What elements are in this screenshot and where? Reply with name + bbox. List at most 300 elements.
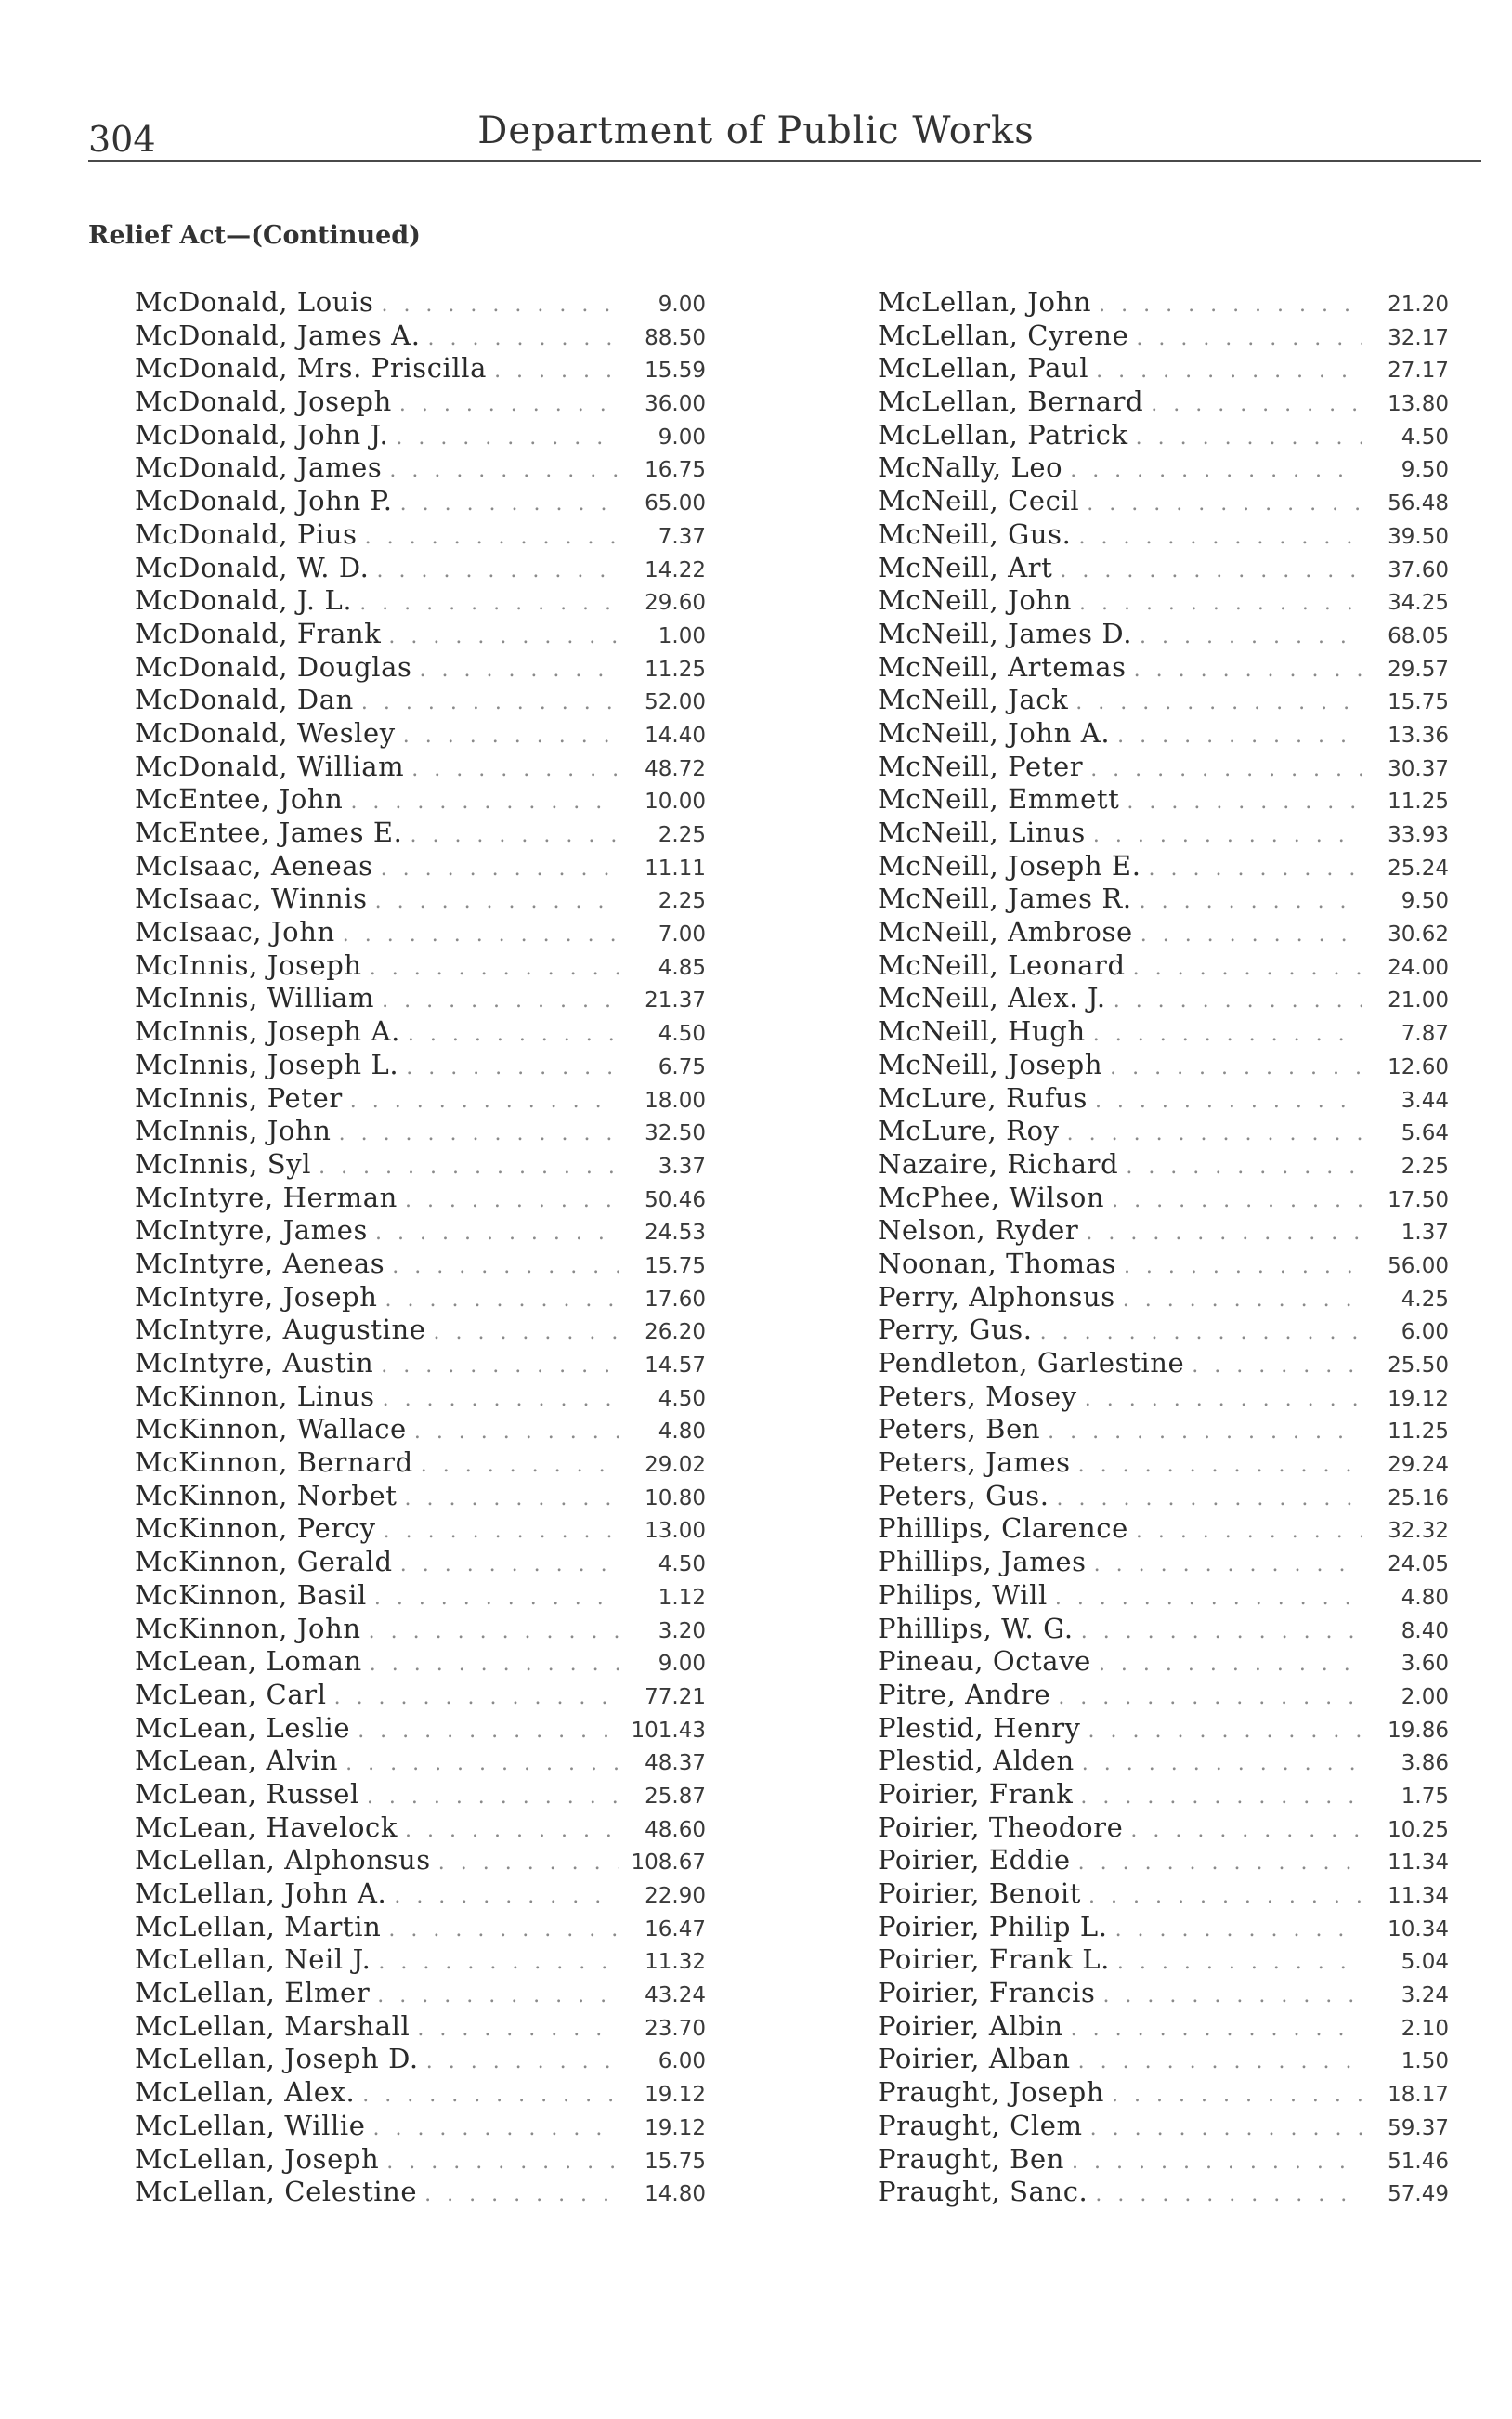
payee-name: McEntee, James E. — [135, 817, 403, 848]
list-item — [878, 1911, 1449, 1944]
amount: 16.75 — [645, 458, 706, 483]
payee-name: Poirier, Theodore — [878, 1811, 1124, 1843]
dot-leader — [406, 1052, 619, 1085]
payee-name: McDonald, Wesley — [135, 716, 396, 749]
list-item — [878, 1115, 1449, 1148]
payee-name: McKinnon, Basil — [135, 1578, 367, 1611]
payee-name: McLellan, Willie — [135, 2109, 366, 2141]
list-item — [878, 651, 1449, 685]
payee-name: McLure, Roy — [878, 1115, 1060, 1147]
amount: 29.57 — [1388, 657, 1449, 682]
amount: 56.00 — [1388, 1253, 1449, 1278]
amount: 21.37 — [645, 988, 706, 1013]
dot-leader — [424, 2178, 619, 2212]
dot-leader — [375, 1217, 619, 1250]
list-item — [878, 751, 1449, 784]
payee-name: McLellan, Paul — [878, 352, 1089, 385]
amount: 26.20 — [645, 1320, 706, 1345]
amount: 1.50 — [1401, 2049, 1449, 2074]
dot-leader — [1126, 1151, 1362, 1184]
dot-leader — [1136, 1515, 1362, 1549]
list-item — [878, 1877, 1449, 1911]
amount: 88.50 — [645, 325, 706, 350]
list-item — [878, 883, 1449, 916]
dot-leader — [375, 885, 619, 919]
payee-name: McLellan, Cyrene — [878, 319, 1129, 351]
payee-name: McNeill, Joseph E. — [878, 849, 1141, 882]
payee-name: McLellan, Celestine — [135, 2176, 418, 2208]
payee-name: Phillips, Clarence — [878, 1512, 1128, 1545]
payee-name: McDonald, W. D. — [135, 551, 370, 583]
amount: 33.93 — [1388, 823, 1449, 847]
dot-leader — [1090, 753, 1362, 787]
dot-leader — [1124, 1250, 1362, 1284]
amount: 19.12 — [645, 2115, 706, 2140]
dot-leader — [1086, 1217, 1362, 1250]
amount: 18.17 — [1388, 2083, 1449, 2108]
dot-leader — [385, 1284, 619, 1317]
payee-name: McKinnon, Linus — [135, 1379, 375, 1412]
payee-name: Poirier, Frank — [878, 1777, 1074, 1810]
dot-leader — [386, 2146, 619, 2179]
amount: 48.37 — [645, 1751, 706, 1776]
list-item — [878, 1679, 1449, 1712]
dot-leader — [372, 2112, 619, 2146]
payee-name: McNeill, Ambrose — [878, 916, 1133, 948]
list-item — [135, 1645, 706, 1679]
list-item — [878, 485, 1449, 518]
list-item — [878, 1214, 1449, 1248]
dot-leader — [400, 1549, 619, 1582]
amount: 9.00 — [658, 293, 706, 317]
list-item — [135, 1844, 706, 1877]
payee-name: McIsaac, Aeneas — [135, 849, 373, 882]
dot-leader — [367, 1781, 619, 1814]
amount: 48.72 — [645, 756, 706, 781]
dot-leader — [1085, 1383, 1362, 1417]
amount: 56.48 — [1388, 491, 1449, 516]
list-item — [878, 1811, 1449, 1845]
list-item — [135, 1480, 706, 1513]
payee-name: McNeill, Alex. J. — [878, 982, 1106, 1014]
running-head: Department of Public Works — [477, 110, 1035, 152]
dot-leader — [370, 952, 619, 986]
amount: 10.80 — [645, 1485, 706, 1510]
dot-leader — [383, 1383, 619, 1417]
dot-leader — [365, 521, 619, 555]
amount: 3.86 — [1401, 1751, 1449, 1776]
payee-name: McNeill, Linus — [878, 817, 1086, 848]
list-item — [878, 2043, 1449, 2076]
list-item — [878, 1943, 1449, 1977]
amount: 4.50 — [1401, 425, 1449, 450]
amount: 14.22 — [645, 557, 706, 582]
amount: 13.36 — [1388, 723, 1449, 748]
list-item — [135, 419, 706, 452]
dot-leader — [1099, 1648, 1362, 1681]
dot-leader — [388, 621, 619, 654]
list-item — [135, 1248, 706, 1281]
list-item — [878, 386, 1449, 419]
amount: 10.25 — [1388, 1817, 1449, 1842]
amount: 7.00 — [658, 922, 706, 948]
payee-name: McEntee, John — [135, 783, 344, 816]
list-item — [135, 1413, 706, 1446]
dot-leader — [1133, 952, 1362, 986]
amount: 19.86 — [1388, 1718, 1449, 1743]
amount: 2.25 — [658, 823, 706, 847]
list-item — [878, 1546, 1449, 1579]
dot-leader — [1117, 1946, 1362, 1980]
payee-name: McIntyre, Herman — [135, 1181, 398, 1213]
dot-leader — [405, 1814, 619, 1848]
payee-name: McNeill, Leonard — [878, 948, 1126, 981]
payee-name: Noonan, Thomas — [878, 1247, 1116, 1279]
right-column — [878, 286, 1449, 2209]
list-item — [878, 451, 1449, 485]
list-item — [135, 451, 706, 485]
list-item — [878, 1413, 1449, 1446]
list-item — [135, 1811, 706, 1845]
amount: 7.87 — [1401, 1022, 1449, 1047]
list-item — [135, 1182, 706, 1215]
payee-name: McLellan, Neil J. — [135, 1943, 371, 1976]
payee-name: McNeill, Emmett — [878, 783, 1120, 816]
dot-leader — [1140, 621, 1362, 654]
payee-name: Perry, Gus. — [878, 1314, 1033, 1346]
amount: 4.85 — [658, 955, 706, 980]
list-item — [135, 2176, 706, 2209]
amount: 1.00 — [658, 623, 706, 648]
list-item — [878, 1446, 1449, 1480]
amount: 3.20 — [658, 1618, 706, 1643]
amount: 9.50 — [1401, 458, 1449, 483]
dot-leader — [1093, 1018, 1362, 1052]
payee-name: McIntyre, Augustine — [135, 1314, 426, 1346]
payee-name: McLellan, Elmer — [135, 1977, 371, 2009]
amount: 101.43 — [631, 1718, 706, 1743]
dot-leader — [381, 289, 619, 322]
amount: 25.50 — [1388, 1353, 1449, 1378]
payee-name: McDonald, William — [135, 750, 405, 782]
list-item — [135, 850, 706, 883]
list-item — [135, 982, 706, 1015]
dot-leader — [414, 1416, 619, 1449]
payee-name: McInnis, Joseph L. — [135, 1048, 399, 1080]
list-item — [878, 1844, 1449, 1877]
amount: 25.16 — [1388, 1485, 1449, 1510]
dot-leader — [1134, 654, 1362, 687]
dot-leader — [381, 1350, 619, 1383]
payee-name: McLean, Loman — [135, 1645, 362, 1678]
dot-leader — [1072, 2146, 1362, 2179]
dot-leader — [1110, 1052, 1362, 1085]
dot-leader — [1114, 985, 1362, 1018]
payee-name: McNeill, Peter — [878, 750, 1084, 782]
payee-name: Poirier, Albin — [878, 2009, 1063, 2042]
dot-leader — [1082, 1747, 1362, 1781]
amount: 19.12 — [1388, 1386, 1449, 1411]
list-item — [135, 1049, 706, 1082]
list-item — [135, 883, 706, 916]
list-item — [135, 1943, 706, 1977]
amount: 22.90 — [645, 1884, 706, 1908]
amount: 6.75 — [658, 1054, 706, 1079]
dot-leader — [394, 1880, 619, 1914]
dot-leader — [358, 1715, 619, 1748]
payee-name: McLellan, John A. — [135, 1877, 387, 1909]
amount: 17.60 — [645, 1287, 706, 1312]
list-item — [135, 1314, 706, 1347]
dot-leader — [362, 2079, 619, 2112]
dot-leader — [343, 919, 619, 952]
dot-leader — [1079, 587, 1362, 621]
dot-leader — [1055, 1582, 1362, 1615]
list-item — [135, 751, 706, 784]
list-item — [878, 2176, 1449, 2209]
list-item — [878, 320, 1449, 353]
payee-name: McNeill, Jack — [878, 684, 1069, 716]
list-item — [135, 1015, 706, 1049]
payee-name: McLellan, Alphonsus — [135, 1844, 431, 1876]
list-item — [878, 286, 1449, 320]
amount: 4.25 — [1401, 1287, 1449, 1312]
dot-leader — [396, 422, 619, 455]
amount: 10.34 — [1388, 1916, 1449, 1942]
payee-name: McDonald, Douglas — [135, 650, 412, 683]
list-item — [878, 352, 1449, 386]
list-item — [878, 817, 1449, 850]
amount: 21.20 — [1388, 293, 1449, 317]
payee-name: Phillips, W. G. — [878, 1612, 1074, 1644]
list-item — [135, 485, 706, 518]
amount: 4.50 — [658, 1552, 706, 1577]
dot-leader — [345, 1747, 619, 1781]
dot-leader — [1112, 1184, 1362, 1218]
list-item — [135, 1546, 706, 1579]
amount: 30.62 — [1388, 922, 1449, 948]
dot-leader — [361, 686, 619, 720]
left-column — [135, 286, 706, 2209]
payee-name: Phillips, James — [878, 1546, 1087, 1578]
dot-leader — [382, 985, 619, 1018]
dot-leader — [421, 1449, 619, 1483]
dot-leader — [404, 1483, 619, 1516]
amount: 39.50 — [1388, 524, 1449, 549]
payee-name: Poirier, Frank L. — [878, 1943, 1110, 1976]
payee-name: McDonald, Mrs. Priscilla — [135, 352, 488, 385]
payee-name: McDonald, Joseph — [135, 386, 392, 418]
dot-leader — [1088, 1715, 1362, 1748]
amount: 17.50 — [1388, 1187, 1449, 1212]
dot-leader — [1141, 919, 1362, 952]
amount: 14.40 — [645, 723, 706, 748]
dot-leader — [408, 1018, 619, 1052]
amount: 32.50 — [645, 1121, 706, 1146]
list-item — [878, 518, 1449, 552]
list-item — [135, 1877, 706, 1911]
payee-name: McLean, Leslie — [135, 1711, 351, 1744]
list-item — [878, 1645, 1449, 1679]
payee-name: Plestid, Henry — [878, 1711, 1081, 1744]
amount: 9.50 — [1401, 889, 1449, 914]
dot-leader — [494, 355, 619, 388]
payee-name: Peters, Mosey — [878, 1379, 1077, 1412]
payee-name: McInnis, William — [135, 982, 375, 1014]
amount: 16.47 — [645, 1916, 706, 1942]
list-item — [878, 1049, 1449, 1082]
payee-name: McLure, Rufus — [878, 1081, 1088, 1114]
amount: 1.12 — [658, 1585, 706, 1610]
amount: 51.46 — [1388, 2149, 1449, 2174]
dot-leader — [1102, 1980, 1362, 2013]
dot-leader — [377, 555, 619, 588]
dot-leader — [1094, 1549, 1362, 1582]
payee-name: McDonald, Louis — [135, 286, 374, 318]
amount: 24.05 — [1388, 1552, 1449, 1577]
payee-name: McInnis, Joseph A. — [135, 1015, 400, 1048]
list-item — [135, 320, 706, 353]
list-item — [878, 1778, 1449, 1811]
amount: 29.60 — [645, 591, 706, 616]
dot-leader — [1095, 2178, 1362, 2212]
amount: 13.00 — [645, 1519, 706, 1544]
amount: 2.10 — [1401, 2016, 1449, 2041]
dot-leader — [433, 1316, 619, 1350]
amount: 34.25 — [1388, 591, 1449, 616]
list-item — [135, 1745, 706, 1778]
dot-leader — [403, 720, 619, 753]
dot-leader — [426, 2046, 619, 2079]
list-item — [135, 552, 706, 585]
list-item — [878, 1281, 1449, 1314]
amount: 36.00 — [645, 392, 706, 417]
amount: 2.25 — [1401, 1154, 1449, 1179]
amount: 32.17 — [1388, 325, 1449, 350]
list-item — [135, 817, 706, 850]
list-item — [878, 2110, 1449, 2143]
list-item — [878, 982, 1449, 1015]
payee-name: McDonald, J. L. — [135, 584, 353, 617]
list-item — [878, 783, 1449, 817]
payee-name: McInnis, Syl — [135, 1147, 312, 1180]
payee-name: McLean, Havelock — [135, 1811, 398, 1843]
dot-leader — [1078, 1847, 1362, 1880]
dot-leader — [1192, 1350, 1362, 1383]
payee-name: McInnis, John — [135, 1115, 332, 1147]
amount: 57.49 — [1388, 2182, 1449, 2207]
amount: 108.67 — [631, 1850, 706, 1876]
list-item — [878, 1182, 1449, 1215]
payee-name: McLellan, Alex. — [135, 2076, 356, 2109]
amount: 14.57 — [645, 1353, 706, 1378]
dot-leader — [1095, 1085, 1362, 1118]
amount: 11.25 — [1388, 790, 1449, 815]
payee-name: McDonald, James — [135, 451, 383, 484]
dot-leader — [1136, 422, 1362, 455]
payee-name: McKinnon, Percy — [135, 1512, 376, 1545]
amount: 8.40 — [1401, 1618, 1449, 1643]
list-item — [135, 286, 706, 320]
list-item — [878, 1977, 1449, 2010]
amount: 30.37 — [1388, 756, 1449, 781]
payee-name: Poirier, Alban — [878, 2043, 1071, 2075]
payee-name: Nazaire, Richard — [878, 1147, 1119, 1180]
payee-name: Peters, James — [878, 1446, 1071, 1479]
payee-name: McLellan, Joseph D. — [135, 2043, 419, 2075]
list-item — [135, 684, 706, 717]
payee-name: McLellan, Marshall — [135, 2009, 411, 2042]
amount: 24.53 — [645, 1221, 706, 1246]
dot-leader — [1057, 1483, 1362, 1516]
list-item — [135, 1613, 706, 1646]
payee-name: Peters, Ben — [878, 1413, 1041, 1445]
list-item — [878, 1082, 1449, 1116]
amount: 23.70 — [645, 2016, 706, 2041]
payee-name: McNeill, James R. — [878, 883, 1132, 915]
dot-leader — [339, 1118, 619, 1151]
dot-leader — [1081, 1615, 1362, 1649]
list-item — [135, 1281, 706, 1314]
payee-name: Philips, Will — [878, 1578, 1048, 1611]
payee-name: McDonald, Pius — [135, 517, 358, 550]
dot-leader — [1075, 686, 1362, 720]
dot-leader — [1080, 1781, 1362, 1814]
payee-name: Poirier, Francis — [878, 1977, 1096, 2009]
payee-name: McKinnon, Gerald — [135, 1546, 393, 1578]
list-item — [135, 1679, 706, 1712]
list-item — [878, 1347, 1449, 1380]
dot-leader — [377, 1980, 619, 2013]
dot-leader — [1040, 1316, 1362, 1350]
list-item — [135, 1148, 706, 1182]
list-item — [878, 1712, 1449, 1746]
payee-name: Praught, Joseph — [878, 2076, 1105, 2109]
payee-name: McLean, Russel — [135, 1777, 359, 1810]
payee-name: McIntyre, James — [135, 1214, 369, 1247]
dot-leader — [411, 753, 619, 787]
dot-leader — [399, 388, 619, 422]
dot-leader — [405, 1184, 619, 1218]
payee-name: Pitre, Andre — [878, 1678, 1051, 1710]
payee-name: McIntyre, Austin — [135, 1347, 374, 1379]
amount: 59.37 — [1388, 2115, 1449, 2140]
amount: 12.60 — [1388, 1054, 1449, 1079]
amount: 32.32 — [1388, 1519, 1449, 1544]
list-item — [878, 1480, 1449, 1513]
dot-leader — [438, 1847, 619, 1880]
dot-leader — [1151, 388, 1362, 422]
dot-leader — [370, 1648, 619, 1681]
amount: 11.34 — [1388, 1850, 1449, 1876]
list-item — [135, 2076, 706, 2110]
dot-leader — [1088, 1880, 1362, 1914]
list-item — [135, 518, 706, 552]
amount: 1.37 — [1401, 1221, 1449, 1246]
list-item — [878, 1015, 1449, 1049]
payee-name: McLean, Alvin — [135, 1745, 339, 1777]
payee-name: Praught, Sanc. — [878, 2176, 1088, 2208]
amount: 11.25 — [1388, 1419, 1449, 1445]
amount: 52.00 — [645, 690, 706, 715]
payee-name: McDonald, Dan — [135, 684, 354, 716]
dot-leader — [1087, 488, 1362, 521]
amount: 37.60 — [1388, 557, 1449, 582]
dot-leader — [1115, 1914, 1362, 1947]
payee-name: McKinnon, Bernard — [135, 1446, 413, 1479]
list-item — [878, 684, 1449, 717]
amount: 6.00 — [1401, 1320, 1449, 1345]
